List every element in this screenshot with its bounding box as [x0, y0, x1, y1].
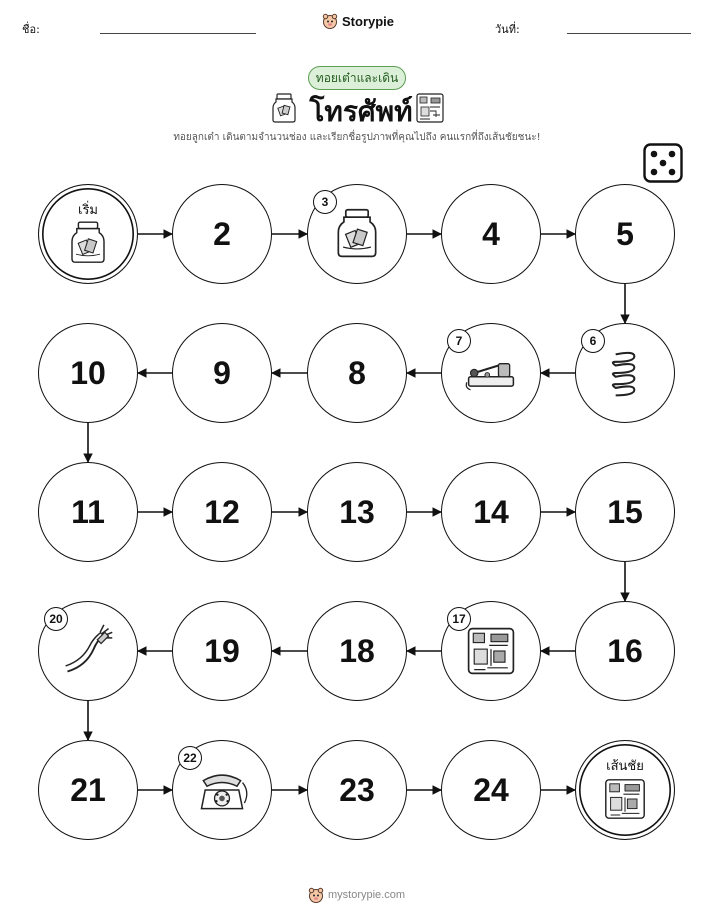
space-number: 14 [473, 493, 509, 530]
page-title: โทรศัพท์ [309, 95, 413, 128]
space-number: 16 [607, 632, 643, 669]
name-label: ชื่อ: [22, 23, 40, 36]
footer [308, 887, 405, 903]
board-space-11 [38, 462, 138, 562]
board-space-21 [38, 740, 138, 840]
finish-space [575, 740, 675, 840]
space-number: 13 [339, 493, 375, 530]
space-number: 23 [339, 771, 375, 808]
board-space-8 [307, 323, 407, 423]
space-number: 8 [348, 354, 366, 391]
cable-wires-icon [60, 623, 116, 679]
space-number: 19 [204, 632, 240, 669]
board-space-4 [441, 184, 541, 284]
rotary-telephone-icon [194, 762, 250, 818]
storypie-logo-icon [308, 887, 324, 903]
board-space-2 [172, 184, 272, 284]
instructions: ทอยลูกเต๋า เดินตามจำนวนช่อง และเรียกชื่อรูปภาพที่คุณไปถึง คนแรกที่ถึงเส้นชัยชนะ! [173, 132, 541, 143]
telegraph-key-icon [463, 345, 519, 401]
board-space-10 [38, 323, 138, 423]
board-space-5 [575, 184, 675, 284]
space-number: 4 [482, 215, 500, 252]
board-space-16 [575, 601, 675, 701]
space-number-tag: 7 [447, 329, 471, 353]
space-number-tag: 6 [581, 329, 605, 353]
space-number: 18 [339, 632, 375, 669]
space-number: 10 [70, 354, 106, 391]
start-space [38, 184, 138, 284]
board-space-18 [307, 601, 407, 701]
space-number-tag: 20 [44, 607, 68, 631]
space-number-tag: 3 [313, 190, 337, 214]
circuit-board-icon [463, 623, 519, 679]
board-space-23 [307, 740, 407, 840]
space-number: 11 [71, 493, 105, 530]
coil-spring-icon [597, 345, 653, 401]
circuit-board-icon [601, 775, 649, 823]
start-label: เริ่ม [78, 203, 98, 218]
space-number: 9 [213, 354, 231, 391]
date-label: วันที่: [495, 23, 520, 36]
space-number: 24 [473, 771, 509, 808]
space-number: 15 [607, 493, 643, 530]
board-space-15 [575, 462, 675, 562]
board-space-14 [441, 462, 541, 562]
footer-url: mystorypie.com [328, 889, 406, 901]
finish-label: เส้นชัย [606, 759, 644, 774]
brand-name: Storypie [342, 13, 395, 29]
board-space-9 [172, 323, 272, 423]
space-number-tag: 22 [178, 746, 202, 770]
jar-icon [64, 219, 112, 267]
space-number: 2 [213, 215, 231, 252]
space-number-tag: 17 [447, 607, 471, 631]
board-space-19 [172, 601, 272, 701]
space-number: 21 [70, 771, 106, 808]
board-space-12 [172, 462, 272, 562]
board-space-24 [441, 740, 541, 840]
jar-icon [329, 206, 385, 262]
space-number: 5 [616, 215, 634, 252]
board-space-13 [307, 462, 407, 562]
game-type-badge: ทอยเต๋าและเดิน [308, 66, 406, 90]
space-number: 12 [204, 493, 240, 530]
